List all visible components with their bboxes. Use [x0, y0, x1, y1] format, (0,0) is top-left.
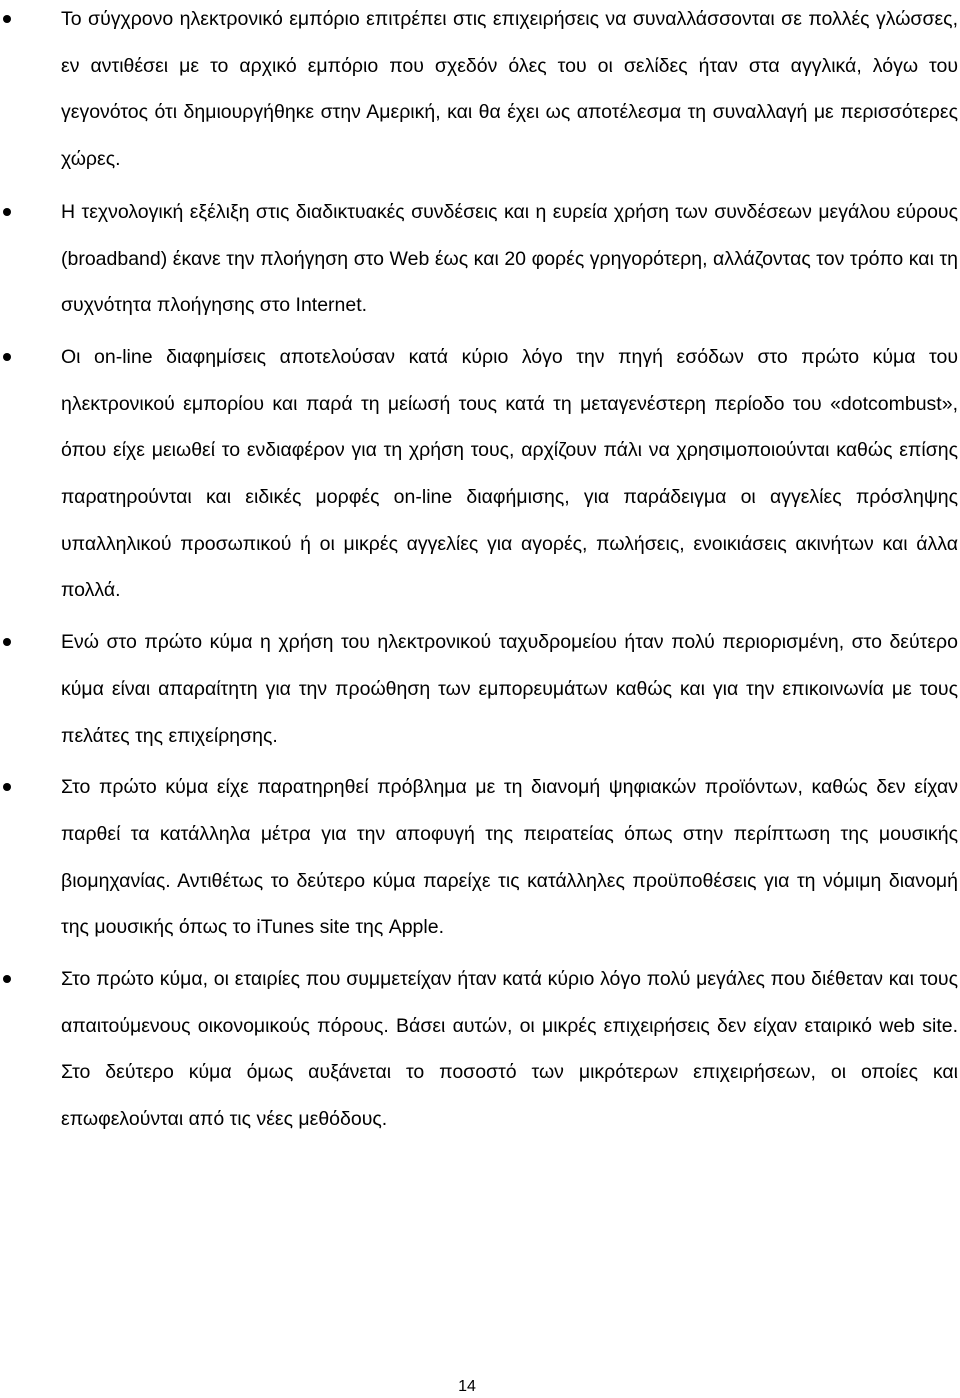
bullet-item-6 — [0, 956, 960, 1143]
bullet-dot-icon — [3, 638, 11, 646]
bullet-dot-icon — [3, 783, 11, 791]
bullet-item-1 — [0, 0, 960, 183]
bullet-text: Στο πρώτο κύμα είχε παρατηρηθεί πρόβλημα με τη διανομή ψηφιακών προϊόντων, καθώς δεν είχαν παρθεί τα κατάλληλα μέτρα για την αποφυγή της πειρατείας όπως στην περίπτωση της μουσικής βιομηχανίας. Αντιθέτως το δεύτερο κύμα παρείχε τις κατάλληλες προϋποθέσεις για τη νόμιμη διανομή της μουσικής όπως το iTunes site της Apple. — [61, 776, 958, 939]
bullet-text: Το σύγχρονο ηλεκτρονικό εμπόριο επιτρέπει στις επιχειρήσεις να συναλλάσσονται σε πολλές γλώσσες, εν αντιθέσει με το αρχικό εμπόριο που σχεδόν όλες του οι σελίδες ήταν στα αγγλικά, λόγω του γεγονότος ότι δημιουργήθηκε στην Αμερική, και θα έχει ως αποτέλεσμα τη συναλλαγή με περισσότερες χώρες. — [61, 8, 958, 171]
bullet-dot-icon — [3, 208, 11, 216]
bullet-item-2 — [0, 189, 960, 329]
bullet-text: Οι on-line διαφημίσεις αποτελούσαν κατά κύριο λόγο την πηγή εσόδων στο πρώτο κύμα του ηλεκτρονικού εμπορίου και παρά τη μείωσή τους κατά τη μεταγενέστερη περίοδο του «dotcombust», όπου είχε μειωθεί το ενδιαφέρον για τη χρήση τους, αρχίζουν πάλι να χρησιμοποιούνται καθώς επίσης παρατηρούνται και ειδικές μορφές on-line διαφήμισης, για παράδειγμα οι αγγελίες πρόσληψης υπαλληλικού προσωπικού ή οι μικρές αγγελίες για αγορές, πωλήσεις, ενοικιάσεις ακινήτων και άλλα πολλά. — [61, 345, 958, 602]
bullet-item-4 — [0, 619, 960, 759]
bullet-text: Η τεχνολογική εξέλιξη στις διαδικτυακές συνδέσεις και η ευρεία χρήση των συνδέσεων μεγάλου εύρους (broadband) έκανε την πλοήγηση στο Web έως και 20 φορές γρηγορότερη, αλλάζοντας τον τρόπο και τη συχνότητα πλοήγησης στο Internet. — [61, 200, 958, 317]
bullet-dot-icon — [3, 15, 11, 23]
bullet-text: Στο πρώτο κύμα, οι εταιρίες που συμμετείχαν ήταν κατά κύριο λόγο πολύ μεγάλες που διέθεταν και τους απαιτούμενους οικονομικούς πόρους. Βάσει αυτών, οι μικρές επιχειρήσεις δεν είχαν εταιρικό web site. Στο δεύτερο κύμα όμως αυξάνεται το ποσοστό των μικρότερων επιχειρήσεων, οι οποίες και επωφελούνται από τις νέες μεθόδους. — [61, 968, 958, 1131]
bullet-dot-icon — [3, 353, 11, 361]
bullet-text: Ενώ στο πρώτο κύμα η χρήση του ηλεκτρονικού ταχυδρομείου ήταν πολύ περιορισμένη, στο δεύτερο κύμα είναι απαραίτητη για την προώθηση των εμπορευμάτων καθώς και για την επικοινωνία με τους πελάτες της επιχείρησης. — [61, 631, 958, 747]
page-number: 14 — [458, 1378, 476, 1395]
bullet-dot-icon — [3, 975, 11, 983]
bullet-item-5 — [0, 764, 960, 951]
bullet-item-3 — [0, 334, 960, 614]
